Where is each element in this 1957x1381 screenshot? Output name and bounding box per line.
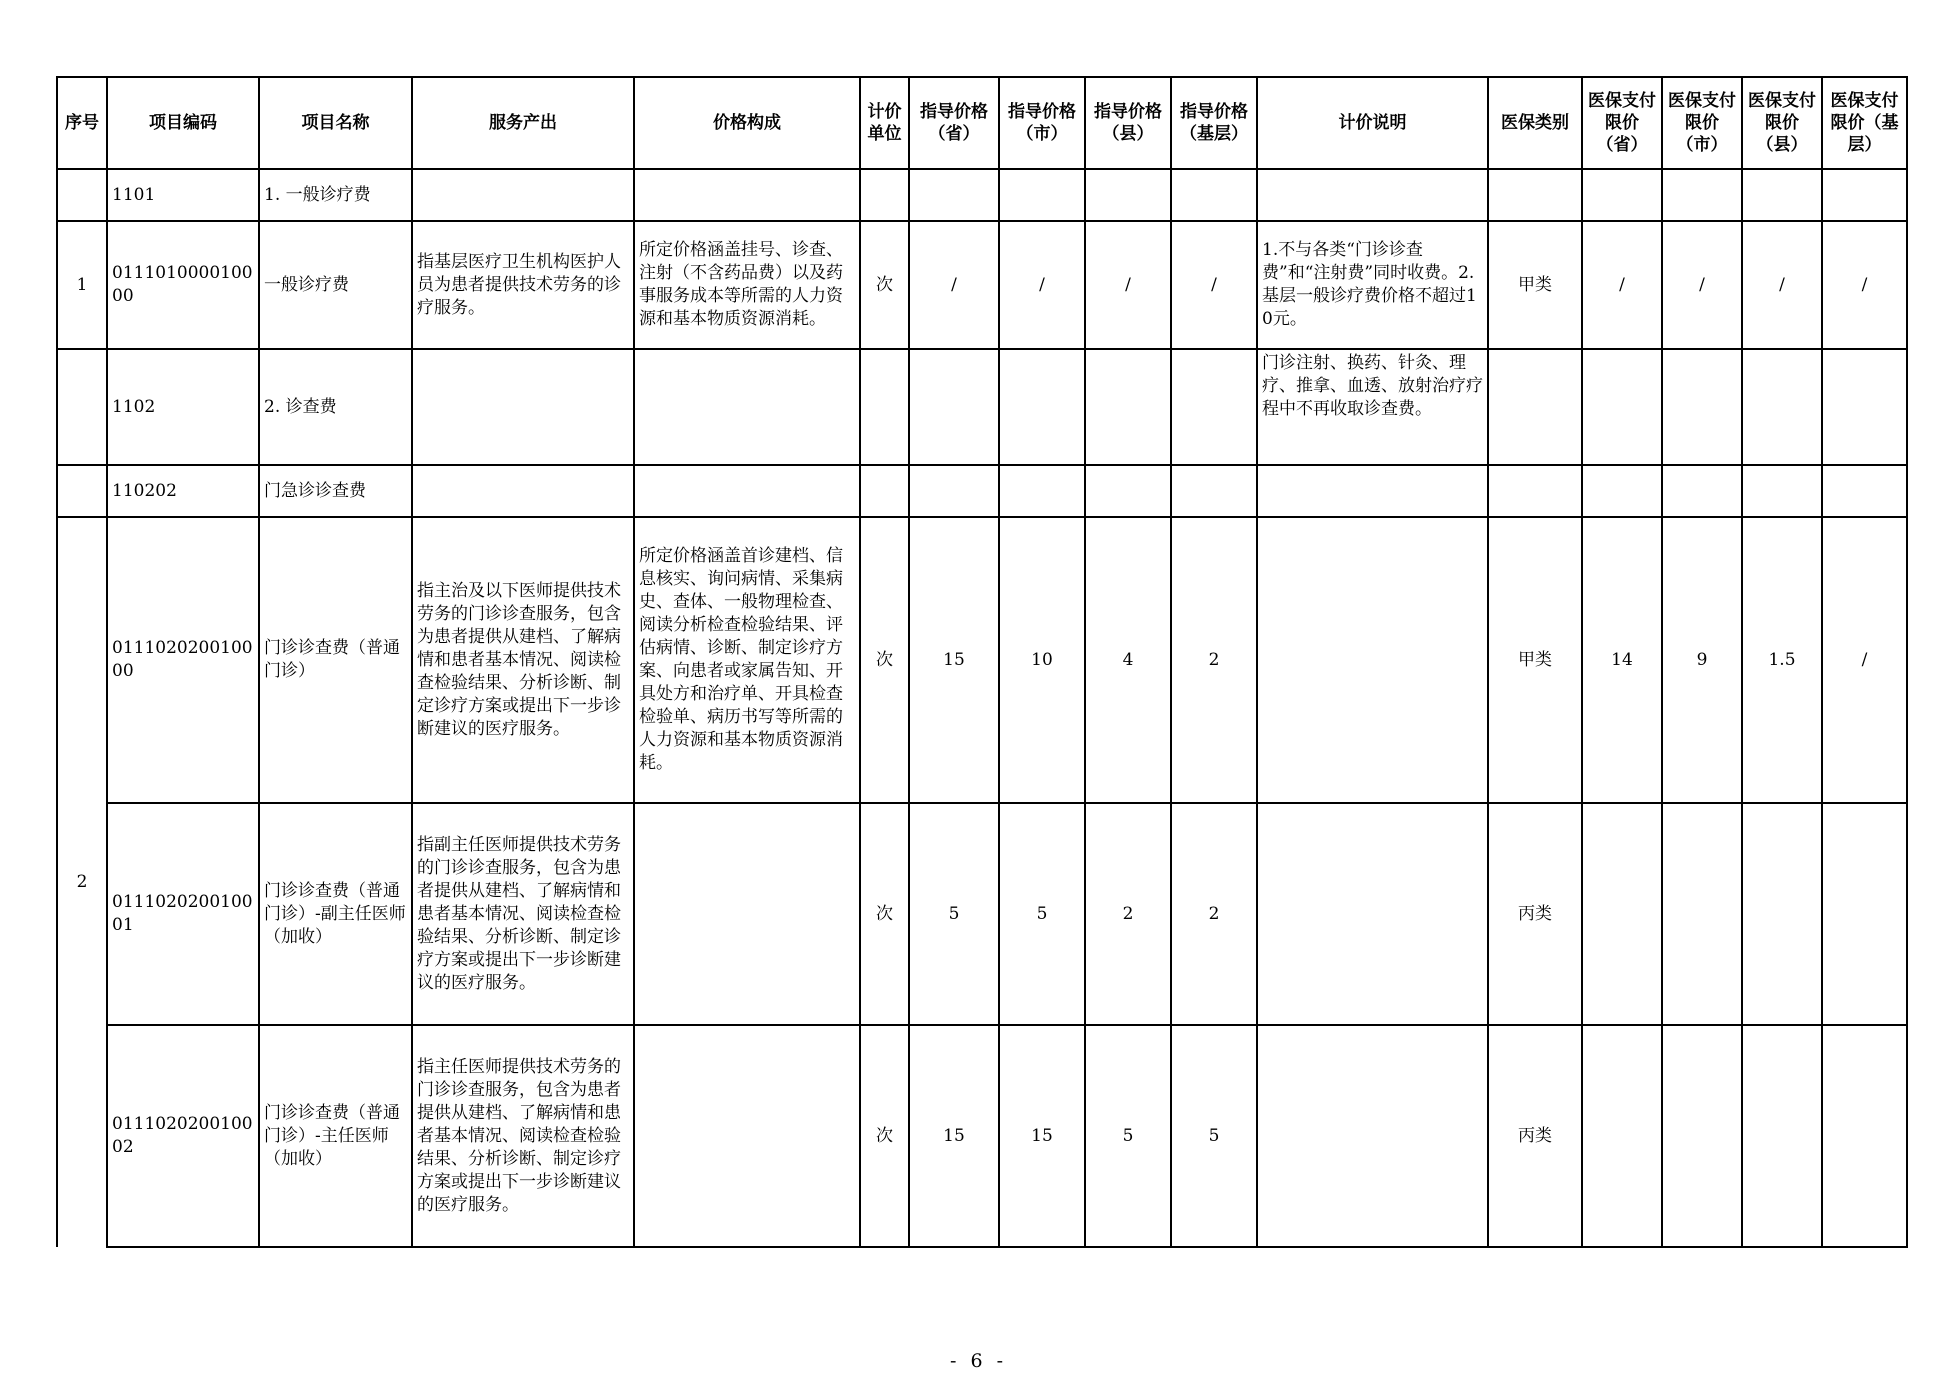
cell-category: 丙类 (1488, 1025, 1582, 1247)
table-row (57, 221, 1907, 349)
cell-service (412, 169, 634, 221)
cell-name: 一般诊疗费 (259, 221, 412, 349)
page-number: - 6 - (949, 1350, 1007, 1372)
cell-price-county (1085, 169, 1171, 221)
cell-category (1488, 349, 1582, 465)
cell-service (412, 465, 634, 517)
cell-limit-city (1662, 465, 1742, 517)
table-row (57, 517, 1907, 803)
cell-seq (57, 169, 107, 221)
cell-note (1257, 169, 1488, 221)
cell-limit-base (1822, 169, 1907, 221)
table-row (57, 1025, 1907, 1247)
cell-price-base (1171, 465, 1257, 517)
cell-unit (860, 349, 909, 465)
header-price-prov: 指导价格（省） (909, 77, 999, 169)
cell-service (412, 349, 634, 465)
header-price-county: 指导价格（县） (1085, 77, 1171, 169)
header-category: 医保类别 (1488, 77, 1582, 169)
cell-name: 门急诊诊查费 (259, 465, 412, 517)
cell-limit-city (1662, 1025, 1742, 1247)
cell-limit-city: / (1662, 221, 1742, 349)
cell-code: 110202 (107, 465, 259, 517)
header-name: 项目名称 (259, 77, 412, 169)
cell-composition (634, 169, 860, 221)
cell-name: 2. 诊查费 (259, 349, 412, 465)
cell-name: 1. 一般诊疗费 (259, 169, 412, 221)
cell-limit-county (1742, 169, 1822, 221)
cell-note (1257, 517, 1488, 803)
cell-limit-prov (1582, 803, 1662, 1025)
cell-price-base: / (1171, 221, 1257, 349)
cell-service: 指主治及以下医师提供技术劳务的门诊诊查服务，包含为患者提供从建档、了解病情和患者基本情况、阅读检查检验结果、分析诊断、制定诊疗方案或提出下一步诊断建议的医疗服务。 (412, 517, 634, 803)
header-code: 项目编码 (107, 77, 259, 169)
cell-price-county (1085, 349, 1171, 465)
cell-composition: 所定价格涵盖挂号、诊查、注射（不含药品费）以及药事服务成本等所需的人力资源和基本物质资源消耗。 (634, 221, 860, 349)
cell-limit-city (1662, 349, 1742, 465)
cell-price-county: 2 (1085, 803, 1171, 1025)
cell-category (1488, 465, 1582, 517)
cell-limit-base (1822, 1025, 1907, 1247)
cell-limit-base (1822, 349, 1907, 465)
cell-limit-city (1662, 803, 1742, 1025)
cell-price-city: 10 (999, 517, 1085, 803)
cell-service: 指副主任医师提供技术劳务的门诊诊查服务，包含为患者提供从建档、了解病情和患者基本情况、阅读检查检验结果、分析诊断、制定诊疗方案或提出下一步诊断建议的医疗服务。 (412, 803, 634, 1025)
cell-price-city (999, 349, 1085, 465)
cell-seq (57, 465, 107, 517)
cell-price-city (999, 465, 1085, 517)
cell-composition (634, 349, 860, 465)
cell-code: 1102 (107, 349, 259, 465)
header-seq: 序号 (57, 77, 107, 169)
cell-price-city (999, 169, 1085, 221)
cell-composition (634, 1025, 860, 1247)
cell-price-base (1171, 169, 1257, 221)
header-composition: 价格构成 (634, 77, 860, 169)
cell-name: 门诊诊查费（普通门诊） (259, 517, 412, 803)
cell-price-county: 5 (1085, 1025, 1171, 1247)
cell-limit-base (1822, 803, 1907, 1025)
cell-category (1488, 169, 1582, 221)
cell-service: 指基层医疗卫生机构医护人员为患者提供技术劳务的诊疗服务。 (412, 221, 634, 349)
cell-price-prov (909, 349, 999, 465)
cell-note: 门诊注射、换药、针灸、理疗、推拿、血透、放射治疗疗程中不再收取诊查费。 (1257, 349, 1488, 465)
cell-unit: 次 (860, 221, 909, 349)
header-limit-county: 医保支付限价（县） (1742, 77, 1822, 169)
cell-category: 甲类 (1488, 221, 1582, 349)
cell-price-city: 5 (999, 803, 1085, 1025)
cell-service: 指主任医师提供技术劳务的门诊诊查服务，包含为患者提供从建档、了解病情和患者基本情况、阅读检查检验结果、分析诊断、制定诊疗方案或提出下一步诊断建议的医疗服务。 (412, 1025, 634, 1247)
cell-price-prov: 5 (909, 803, 999, 1025)
cell-price-prov: 15 (909, 517, 999, 803)
price-table (56, 76, 1908, 1248)
cell-unit: 次 (860, 803, 909, 1025)
header-price-base: 指导价格（基层） (1171, 77, 1257, 169)
cell-price-county: 4 (1085, 517, 1171, 803)
cell-limit-county (1742, 349, 1822, 465)
cell-limit-county (1742, 803, 1822, 1025)
cell-note (1257, 465, 1488, 517)
cell-price-base: 2 (1171, 517, 1257, 803)
cell-code: 011102020010002 (107, 1025, 259, 1247)
cell-name: 门诊诊查费（普通门诊）-副主任医师（加收） (259, 803, 412, 1025)
cell-code: 011102020010000 (107, 517, 259, 803)
cell-price-county: / (1085, 221, 1171, 349)
header-limit-prov: 医保支付限价（省） (1582, 77, 1662, 169)
cell-note: 1.不与各类“门诊诊查费”和“注射费”同时收费。2.基层一般诊疗费价格不超过10元。 (1257, 221, 1488, 349)
header-price-city: 指导价格（市） (999, 77, 1085, 169)
cell-limit-base (1822, 465, 1907, 517)
table-row (57, 349, 1907, 465)
cell-limit-prov: / (1582, 221, 1662, 349)
cell-limit-city (1662, 169, 1742, 221)
cell-price-city: / (999, 221, 1085, 349)
cell-composition (634, 465, 860, 517)
cell-price-base: 2 (1171, 803, 1257, 1025)
cell-limit-base: / (1822, 221, 1907, 349)
header-limit-base: 医保支付限价（基层） (1822, 77, 1907, 169)
cell-unit (860, 465, 909, 517)
cell-seq: 1 (57, 221, 107, 349)
cell-note (1257, 803, 1488, 1025)
cell-seq (57, 349, 107, 465)
table-row (57, 169, 1907, 221)
cell-code: 011101000010000 (107, 221, 259, 349)
cell-price-base: 5 (1171, 1025, 1257, 1247)
header-service: 服务产出 (412, 77, 634, 169)
cell-limit-county (1742, 465, 1822, 517)
cell-composition: 所定价格涵盖首诊建档、信息核实、询问病情、采集病史、查体、一般物理检查、阅读分析检查检验结果、评估病情、诊断、制定诊疗方案、向患者或家属告知、开具处方和治疗单、开具检查检验单、病历书写等所需的人力资源和基本物质资源消耗。 (634, 517, 860, 803)
cell-composition (634, 803, 860, 1025)
table-row (57, 803, 1907, 1025)
cell-limit-city: 9 (1662, 517, 1742, 803)
header-unit: 计价单位 (860, 77, 909, 169)
cell-price-base (1171, 349, 1257, 465)
cell-limit-prov (1582, 169, 1662, 221)
header-row (57, 77, 1907, 169)
cell-price-prov: / (909, 221, 999, 349)
table-row (57, 465, 1907, 517)
cell-limit-prov (1582, 465, 1662, 517)
cell-limit-county (1742, 1025, 1822, 1247)
cell-code: 011102020010001 (107, 803, 259, 1025)
cell-name: 门诊诊查费（普通门诊）-主任医师（加收） (259, 1025, 412, 1247)
cell-unit: 次 (860, 1025, 909, 1247)
cell-price-prov: 15 (909, 1025, 999, 1247)
cell-limit-base: / (1822, 517, 1907, 803)
cell-seq: 2 (57, 517, 107, 1247)
cell-limit-prov (1582, 1025, 1662, 1247)
cell-code: 1101 (107, 169, 259, 221)
cell-limit-county: 1.5 (1742, 517, 1822, 803)
cell-category: 丙类 (1488, 803, 1582, 1025)
cell-price-prov (909, 169, 999, 221)
cell-price-city: 15 (999, 1025, 1085, 1247)
header-note: 计价说明 (1257, 77, 1488, 169)
cell-limit-county: / (1742, 221, 1822, 349)
header-limit-city: 医保支付限价（市） (1662, 77, 1742, 169)
cell-note (1257, 1025, 1488, 1247)
cell-category: 甲类 (1488, 517, 1582, 803)
cell-unit: 次 (860, 517, 909, 803)
cell-price-county (1085, 465, 1171, 517)
cell-limit-prov: 14 (1582, 517, 1662, 803)
cell-limit-prov (1582, 349, 1662, 465)
cell-price-prov (909, 465, 999, 517)
cell-unit (860, 169, 909, 221)
